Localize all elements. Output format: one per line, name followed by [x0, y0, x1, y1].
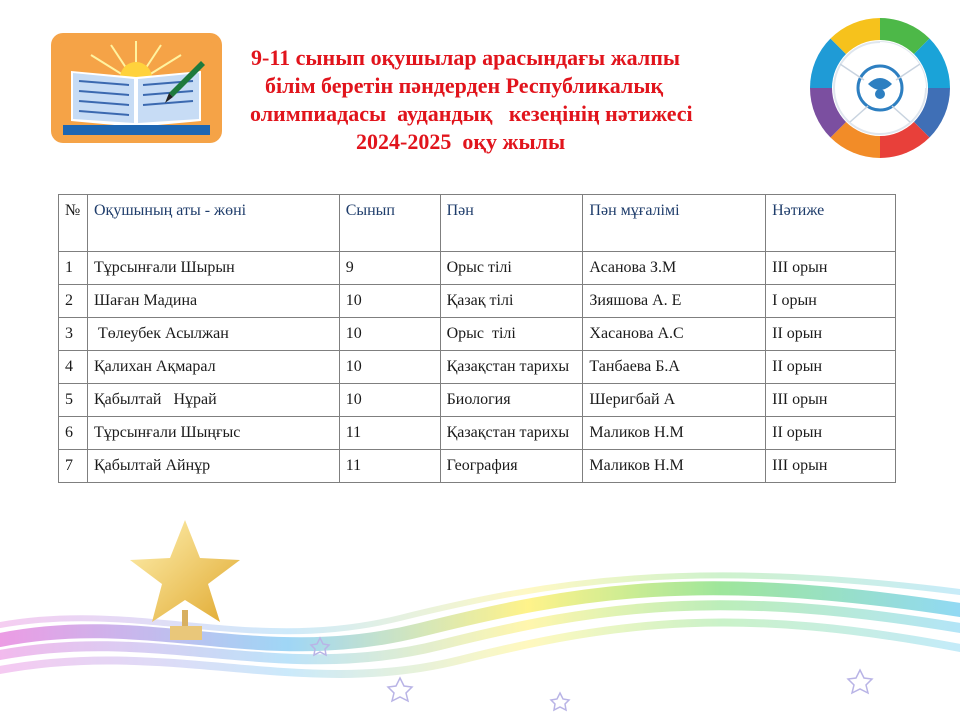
emblem-logo — [806, 14, 954, 162]
student-grade: 10 — [339, 285, 440, 318]
header-student-name: Оқушының аты - жөні — [87, 195, 339, 252]
table-row — [59, 285, 896, 318]
row-number: 5 — [59, 384, 88, 417]
student-name: Шаған Мадина — [87, 285, 339, 318]
subject: Орыс тілі — [440, 252, 583, 285]
header-subject: Пән — [440, 195, 583, 252]
table-row — [59, 252, 896, 285]
student-name: Қалихан Ақмарал — [87, 351, 339, 384]
title-line-3: олимпиадасы аудандық кезеңінің нәтижесі — [250, 101, 693, 126]
row-number: 4 — [59, 351, 88, 384]
subject: Қазақстан тарихы — [440, 417, 583, 450]
teacher: Шеригбай А — [583, 384, 766, 417]
table-row — [59, 351, 896, 384]
title-line-2: білім беретін пәндерден Республикалық — [265, 73, 664, 98]
teacher: Маликов Н.М — [583, 417, 766, 450]
header-teacher: Пән мұғалімі — [583, 195, 766, 252]
student-grade: 10 — [339, 318, 440, 351]
header-result: Нәтиже — [766, 195, 896, 252]
title-line-1: 9-11 сынып оқушылар арасындағы жалпы — [251, 45, 681, 70]
student-grade: 11 — [339, 450, 440, 483]
row-number: 7 — [59, 450, 88, 483]
header-grade: Сынып — [339, 195, 440, 252]
result: ІІІ орын — [766, 252, 896, 285]
row-number: 1 — [59, 252, 88, 285]
swirl-wave — [0, 575, 960, 674]
result: ІІ орын — [766, 351, 896, 384]
school-logo — [51, 33, 222, 143]
decorative-star-and-swirl — [0, 510, 960, 720]
header-number: № — [59, 195, 88, 252]
student-grade: 10 — [339, 351, 440, 384]
title-line-4: 2024-2025 оқу жылы — [356, 129, 566, 154]
table-header-row — [59, 195, 896, 252]
subject: География — [440, 450, 583, 483]
student-grade: 9 — [339, 252, 440, 285]
student-grade: 11 — [339, 417, 440, 450]
table-row — [59, 450, 896, 483]
student-name: Тұрсынғали Шыңғыс — [87, 417, 339, 450]
table-row — [59, 384, 896, 417]
student-name: Төлеубек Асылжан — [87, 318, 339, 351]
subject: Қазақ тілі — [440, 285, 583, 318]
student-name: Қабылтай Айнұр — [87, 450, 339, 483]
page-title — [236, 44, 806, 156]
result: ІІ орын — [766, 318, 896, 351]
result: ІІ орын — [766, 417, 896, 450]
result: ІІІ орын — [766, 384, 896, 417]
row-number: 3 — [59, 318, 88, 351]
row-number: 2 — [59, 285, 88, 318]
subject: Орыс тілі — [440, 318, 583, 351]
student-grade: 10 — [339, 384, 440, 417]
teacher: Зияшова А. Е — [583, 285, 766, 318]
subject: Биология — [440, 384, 583, 417]
result: І орын — [766, 285, 896, 318]
book-pen-logo-icon — [51, 33, 222, 143]
results-table — [58, 194, 896, 483]
student-name: Қабылтай Нұрай — [87, 384, 339, 417]
row-number: 6 — [59, 417, 88, 450]
student-name: Тұрсынғали Шырын — [87, 252, 339, 285]
teacher: Хасанова А.С — [583, 318, 766, 351]
subject: Қазақстан тарихы — [440, 351, 583, 384]
table-row — [59, 417, 896, 450]
result: ІІІ орын — [766, 450, 896, 483]
adiletti-kazakhstan-wheel-icon — [806, 14, 954, 162]
teacher: Маликов Н.М — [583, 450, 766, 483]
teacher: Танбаева Б.А — [583, 351, 766, 384]
table-row — [59, 318, 896, 351]
teacher: Асанова З.М — [583, 252, 766, 285]
